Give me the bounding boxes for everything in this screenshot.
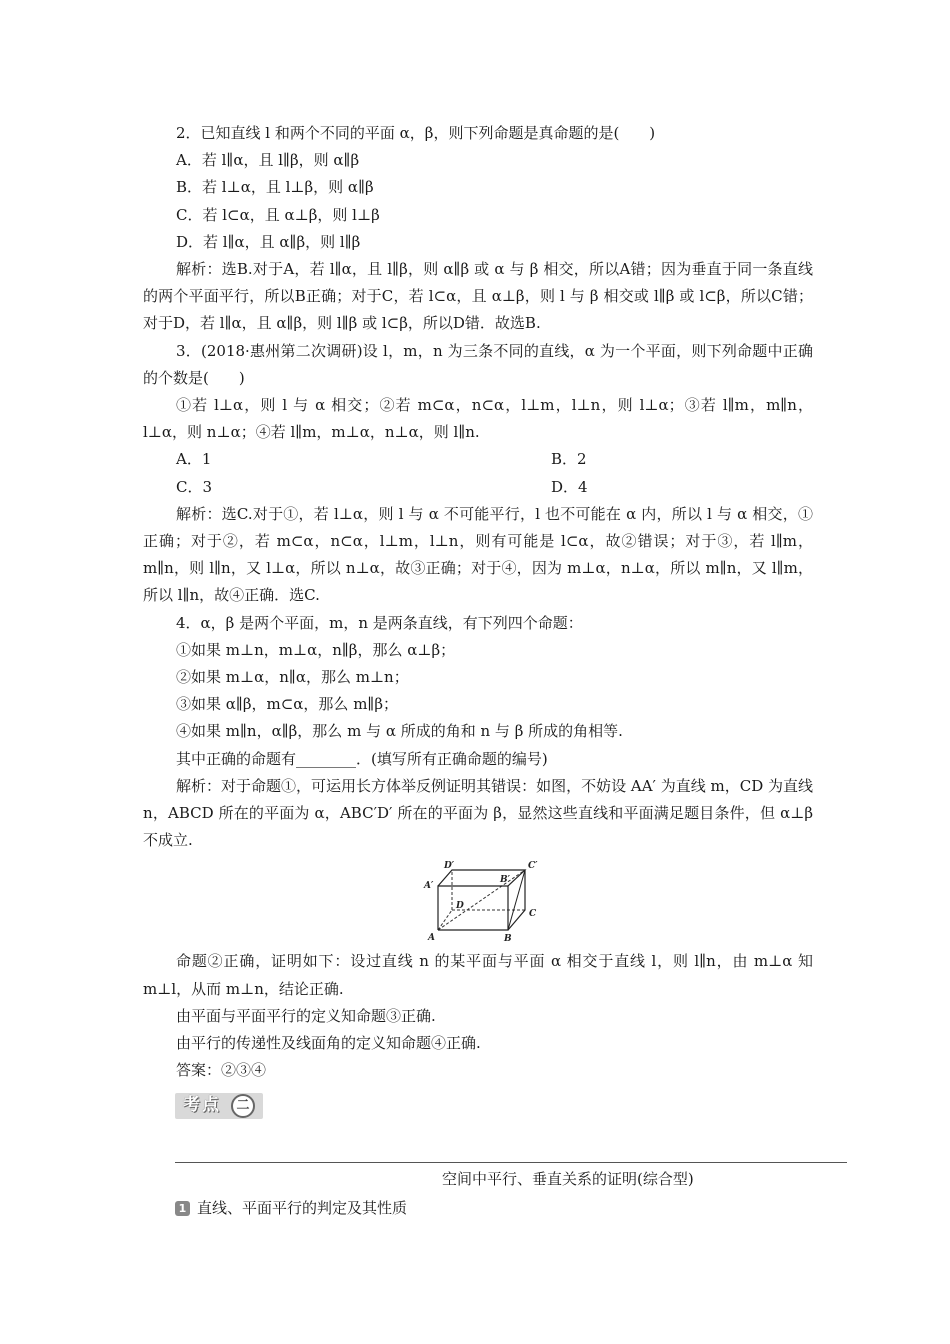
label-b: B	[504, 934, 512, 943]
q3-propositions: ①若 l⊥α，则 l 与 α 相交；②若 m⊂α，n⊂α，l⊥m，l⊥n，则 l⊥α；③若 l∥m，m∥n，l⊥α，则 n⊥α；④若 l∥m，m⊥α，n⊥α，则 l∥n.	[143, 396, 813, 442]
q4-stem: 4．α，β 是两个平面，m，n 是两条直线，有下列四个命题：	[176, 613, 583, 632]
kaodian-label: 考点	[183, 1094, 221, 1115]
q4-prop-1: ①如果 m⊥n，m⊥α，n∥β，那么 α⊥β；	[176, 640, 456, 659]
q2-option-d: D．若 l∥α，且 α∥β，则 l∥β	[176, 232, 361, 251]
q3-stem: 3．(2018·惠州第二次调研)设 l，m，n 为三条不同的直线，α 为一个平面，则下列命题中正确的个数是( )	[143, 341, 813, 387]
q3-options-row-1	[143, 446, 813, 473]
q4-prop-3: ③如果 α∥β，m⊂α，那么 m∥β；	[176, 695, 399, 714]
subsection-title: 直线、平面平行的判定及其性质	[197, 1199, 408, 1217]
q4-analysis: 解析：对于命题①，可运用长方体举反例证明其错误：如图，不妨设 AA′ 为直线 m，CD 为直线 n，ABCD 所在的平面为 α，ABC′D′ 所在的平面为 β，显然这些直线和平面满足题目条件，但 α⊥β 不成立.	[143, 776, 813, 850]
q4-line-3: 由平面与平面平行的定义知命题③正确.	[176, 1006, 436, 1025]
section-divider	[175, 1162, 847, 1163]
label-d: D	[456, 901, 464, 912]
section-title: 空间中平行、垂直关系的证明(综合型)	[442, 1170, 694, 1188]
q3-option-d: D．4	[551, 477, 588, 496]
q4-prop-4: ④如果 m∥n，α∥β，那么 m 与 α 所成的角和 n 与 β 所成的角相等.	[176, 722, 623, 741]
main-content	[143, 120, 813, 1121]
q4-after-figure: 命题②正确，证明如下：设过直线 n 的某平面与平面 α 相交于直线 l，则 l∥n，由 m⊥α 知 m⊥l，从而 m⊥n，结论正确.	[143, 952, 813, 998]
q3-option-b: B．2	[551, 450, 587, 469]
q4-prop-2: ②如果 m⊥α，n∥α，那么 m⊥n；	[176, 668, 409, 687]
q4-blank: 其中正确的命题有________．(填写所有正确命题的编号)	[176, 749, 548, 768]
q2-option-c: C．若 l⊂α，且 α⊥β，则 l⊥β	[176, 205, 380, 224]
q2-stem: 2．已知直线 l 和两个不同的平面 α，β，则下列命题是真命题的是( )	[176, 124, 656, 142]
q2-option-b: B．若 l⊥α，且 l⊥β，则 α∥β	[176, 178, 374, 197]
q4-line-4: 由平行的传递性及线面角的定义知命题④正确.	[176, 1034, 481, 1053]
subsection-heading	[175, 1195, 407, 1221]
label-c: C	[529, 909, 537, 920]
label-a-prime: A′	[424, 881, 434, 892]
q2-analysis: 解析：选B.对于A，若 l∥α，且 l∥β，则 α∥β 或 α 与 β 相交，所以A错；因为垂直于同一条直线的两个平面平行，所以B正确；对于C，若 l⊂α，且 α⊥β，则 l 与 β 相交或 l∥β 或 l⊂β，所以C错；对于D，若 l∥α，且 α∥β，则 l∥β 或 l⊂β，所以D错．故选B.	[143, 260, 813, 333]
kaodian-header	[143, 1091, 813, 1121]
label-a: A	[428, 933, 435, 943]
label-b-prime: B′	[500, 875, 510, 886]
q3-analysis: 解析：选C.对于①，若 l⊥α，则 l 与 α 不可能平行，l 也不可能在 α 内，所以 l 与 α 相交，①正确；对于②，若 m⊂α，n⊂α，l⊥m，l⊥n，则有可能是 l⊂α，故②错误；对于③，若 l∥m，m∥n，则 l∥n，又 l⊥α，所以 n⊥α，故③正确；对于④，因为 m⊥α，n⊥α，所以 m∥n，又 l∥m，所以 l∥n，故④正确．选C.	[143, 504, 813, 605]
label-c-prime: C′	[528, 861, 538, 872]
q2-option-a: A．若 l∥α，且 l∥β，则 α∥β	[176, 151, 360, 170]
q3-options-row-2	[143, 474, 813, 501]
q4-answer: 答案：②③④	[176, 1061, 267, 1080]
cuboid-diagram	[408, 858, 548, 942]
cuboid-figure	[143, 858, 813, 942]
q3-option-c: C．3	[176, 477, 213, 496]
subsection-number: 1	[175, 1201, 190, 1216]
label-d-prime: D′	[444, 861, 455, 872]
kaodian-number: 二	[231, 1094, 255, 1118]
q3-option-a: A．1	[176, 450, 212, 469]
